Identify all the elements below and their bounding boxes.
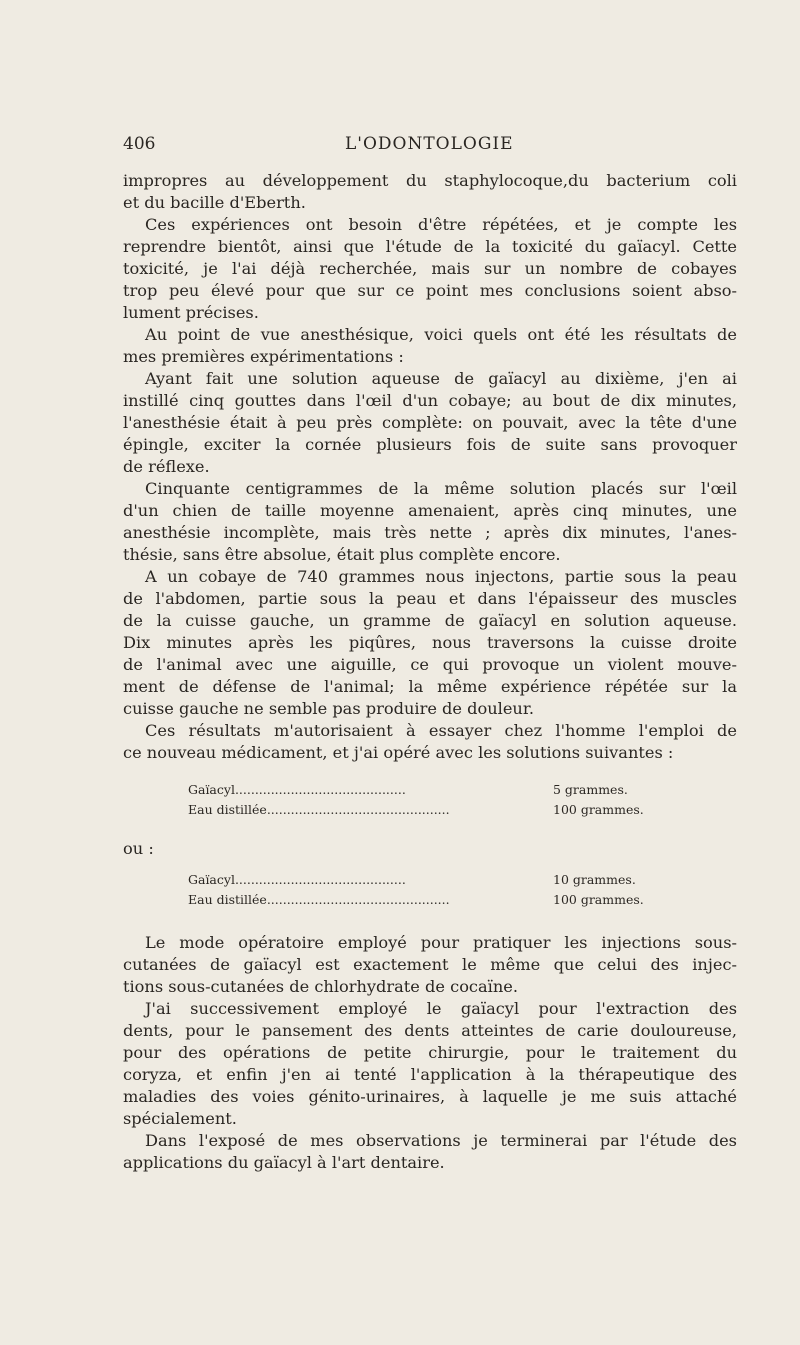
paragraph	[123, 324, 737, 368]
ingredient-name: Gaïacyl...........................................	[188, 782, 406, 797]
text-line: cutanées de gaïacyl est exactement le même que celui des injec-	[123, 955, 737, 974]
text-line: impropres au développement du staphylocoque,du bacterium coli	[123, 171, 737, 190]
paragraph	[123, 1130, 737, 1174]
text-line: épingle, exciter la cornée plusieurs fois de suite sans provoquer	[123, 435, 737, 454]
paragraph	[123, 478, 737, 566]
ingredient-quantity: 5 grammes.	[553, 782, 628, 797]
text-line: instillé cinq gouttes dans l'œil d'un cobaye; au bout de dix minutes,	[123, 391, 737, 410]
text-line: reprendre bientôt, ainsi que l'étude de la toxicité du gaïacyl. Cette	[123, 237, 737, 256]
paragraph	[123, 998, 737, 1130]
formula-block	[123, 866, 737, 922]
text-line: dents, pour le pansement des dents atteintes de carie douloureuse,	[123, 1021, 737, 1040]
text-line: J'ai successivement employé le gaïacyl pour l'extraction des	[145, 999, 737, 1018]
ingredient-quantity: 100 grammes.	[553, 802, 644, 817]
text-line: thésie, sans être absolue, était plus complète encore.	[123, 545, 561, 564]
paragraph	[123, 566, 737, 720]
text-line: de réflexe.	[123, 457, 210, 476]
text-line: Ayant fait une solution aqueuse de gaïacyl au dixième, j'en ai	[145, 369, 737, 388]
text-line: A un cobaye de 740 grammes nous injectons, partie sous la peau	[145, 567, 737, 586]
formula-row	[188, 870, 668, 890]
text-line: spécialement.	[123, 1109, 237, 1128]
text-line: cuisse gauche ne semble pas produire de douleur.	[123, 699, 534, 718]
text-line: tions sous-cutanées de chlorhydrate de cocaïne.	[123, 977, 518, 996]
text-line: anesthésie incomplète, mais très nette ; après dix minutes, l'anes-	[123, 523, 737, 542]
text-line: et du bacille d'Eberth.	[123, 193, 306, 212]
ingredient-name: Gaïacyl...........................................	[188, 872, 406, 887]
text-line: maladies des voies génito-urinaires, à laquelle je me suis attaché	[123, 1087, 737, 1106]
ingredient-quantity: 10 grammes.	[553, 872, 636, 887]
text-line: Ces expériences ont besoin d'être répétées, et je compte les	[145, 215, 737, 234]
page-body	[123, 170, 737, 1174]
running-title: L'ODONTOLOGIE	[345, 134, 514, 154]
formula-block	[123, 776, 737, 832]
paragraph	[123, 932, 737, 998]
text-line: trop peu élevé pour que sur ce point mes conclusions soient abso-	[123, 281, 737, 300]
paragraph	[123, 368, 737, 478]
text-line: Le mode opératoire employé pour pratiquer les injections sous-	[145, 933, 737, 952]
text-line: ce nouveau médicament, et j'ai opéré avec les solutions suivantes :	[123, 743, 674, 762]
alternative-label: ou :	[123, 839, 154, 858]
text-line: de l'abdomen, partie sous la peau et dans l'épaisseur des muscles	[123, 589, 737, 608]
text-line: mes premières expérimentations :	[123, 347, 404, 366]
text-line: ment de défense de l'animal; la même expérience répétée sur la	[123, 677, 737, 696]
paragraph	[123, 720, 737, 764]
text-line: toxicité, je l'ai déjà recherchée, mais sur un nombre de cobayes	[123, 259, 737, 278]
paragraph	[123, 214, 737, 324]
formula-row	[188, 780, 668, 800]
paragraph	[123, 170, 737, 214]
text-line: l'anesthésie était à peu près complète: on pouvait, avec la tête d'une	[123, 413, 737, 432]
text-line: Dans l'exposé de mes observations je terminerai par l'étude des	[145, 1131, 737, 1150]
formula-row	[188, 890, 668, 910]
text-line: de l'animal avec une aiguille, ce qui provoque un violent mouve-	[123, 655, 737, 674]
page-number: 406	[123, 134, 156, 154]
text-line: de la cuisse gauche, un gramme de gaïacyl en solution aqueuse.	[123, 611, 737, 630]
text-line: Cinquante centigrammes de la même solution placés sur l'œil	[145, 479, 737, 498]
text-line: applications du gaïacyl à l'art dentaire.	[123, 1153, 445, 1172]
ingredient-name: Eau distillée..............................................	[188, 892, 450, 907]
text-line: lument précises.	[123, 303, 259, 322]
text-line: Dix minutes après les piqûres, nous traversons la cuisse droite	[123, 633, 737, 652]
ingredient-name: Eau distillée..............................................	[188, 802, 450, 817]
running-header	[123, 134, 737, 158]
ingredient-quantity: 100 grammes.	[553, 892, 644, 907]
text-line: pour des opérations de petite chirurgie, pour le traitement du	[123, 1043, 737, 1062]
text-line: Au point de vue anesthésique, voici quels ont été les résultats de	[145, 325, 737, 344]
text-line: Ces résultats m'autorisaient à essayer chez l'homme l'emploi de	[145, 721, 737, 740]
formula-row	[188, 800, 668, 820]
text-line: d'un chien de taille moyenne amenaient, après cinq minutes, une	[123, 501, 737, 520]
text-line: coryza, et enfin j'en ai tenté l'application à la thérapeutique des	[123, 1065, 737, 1084]
